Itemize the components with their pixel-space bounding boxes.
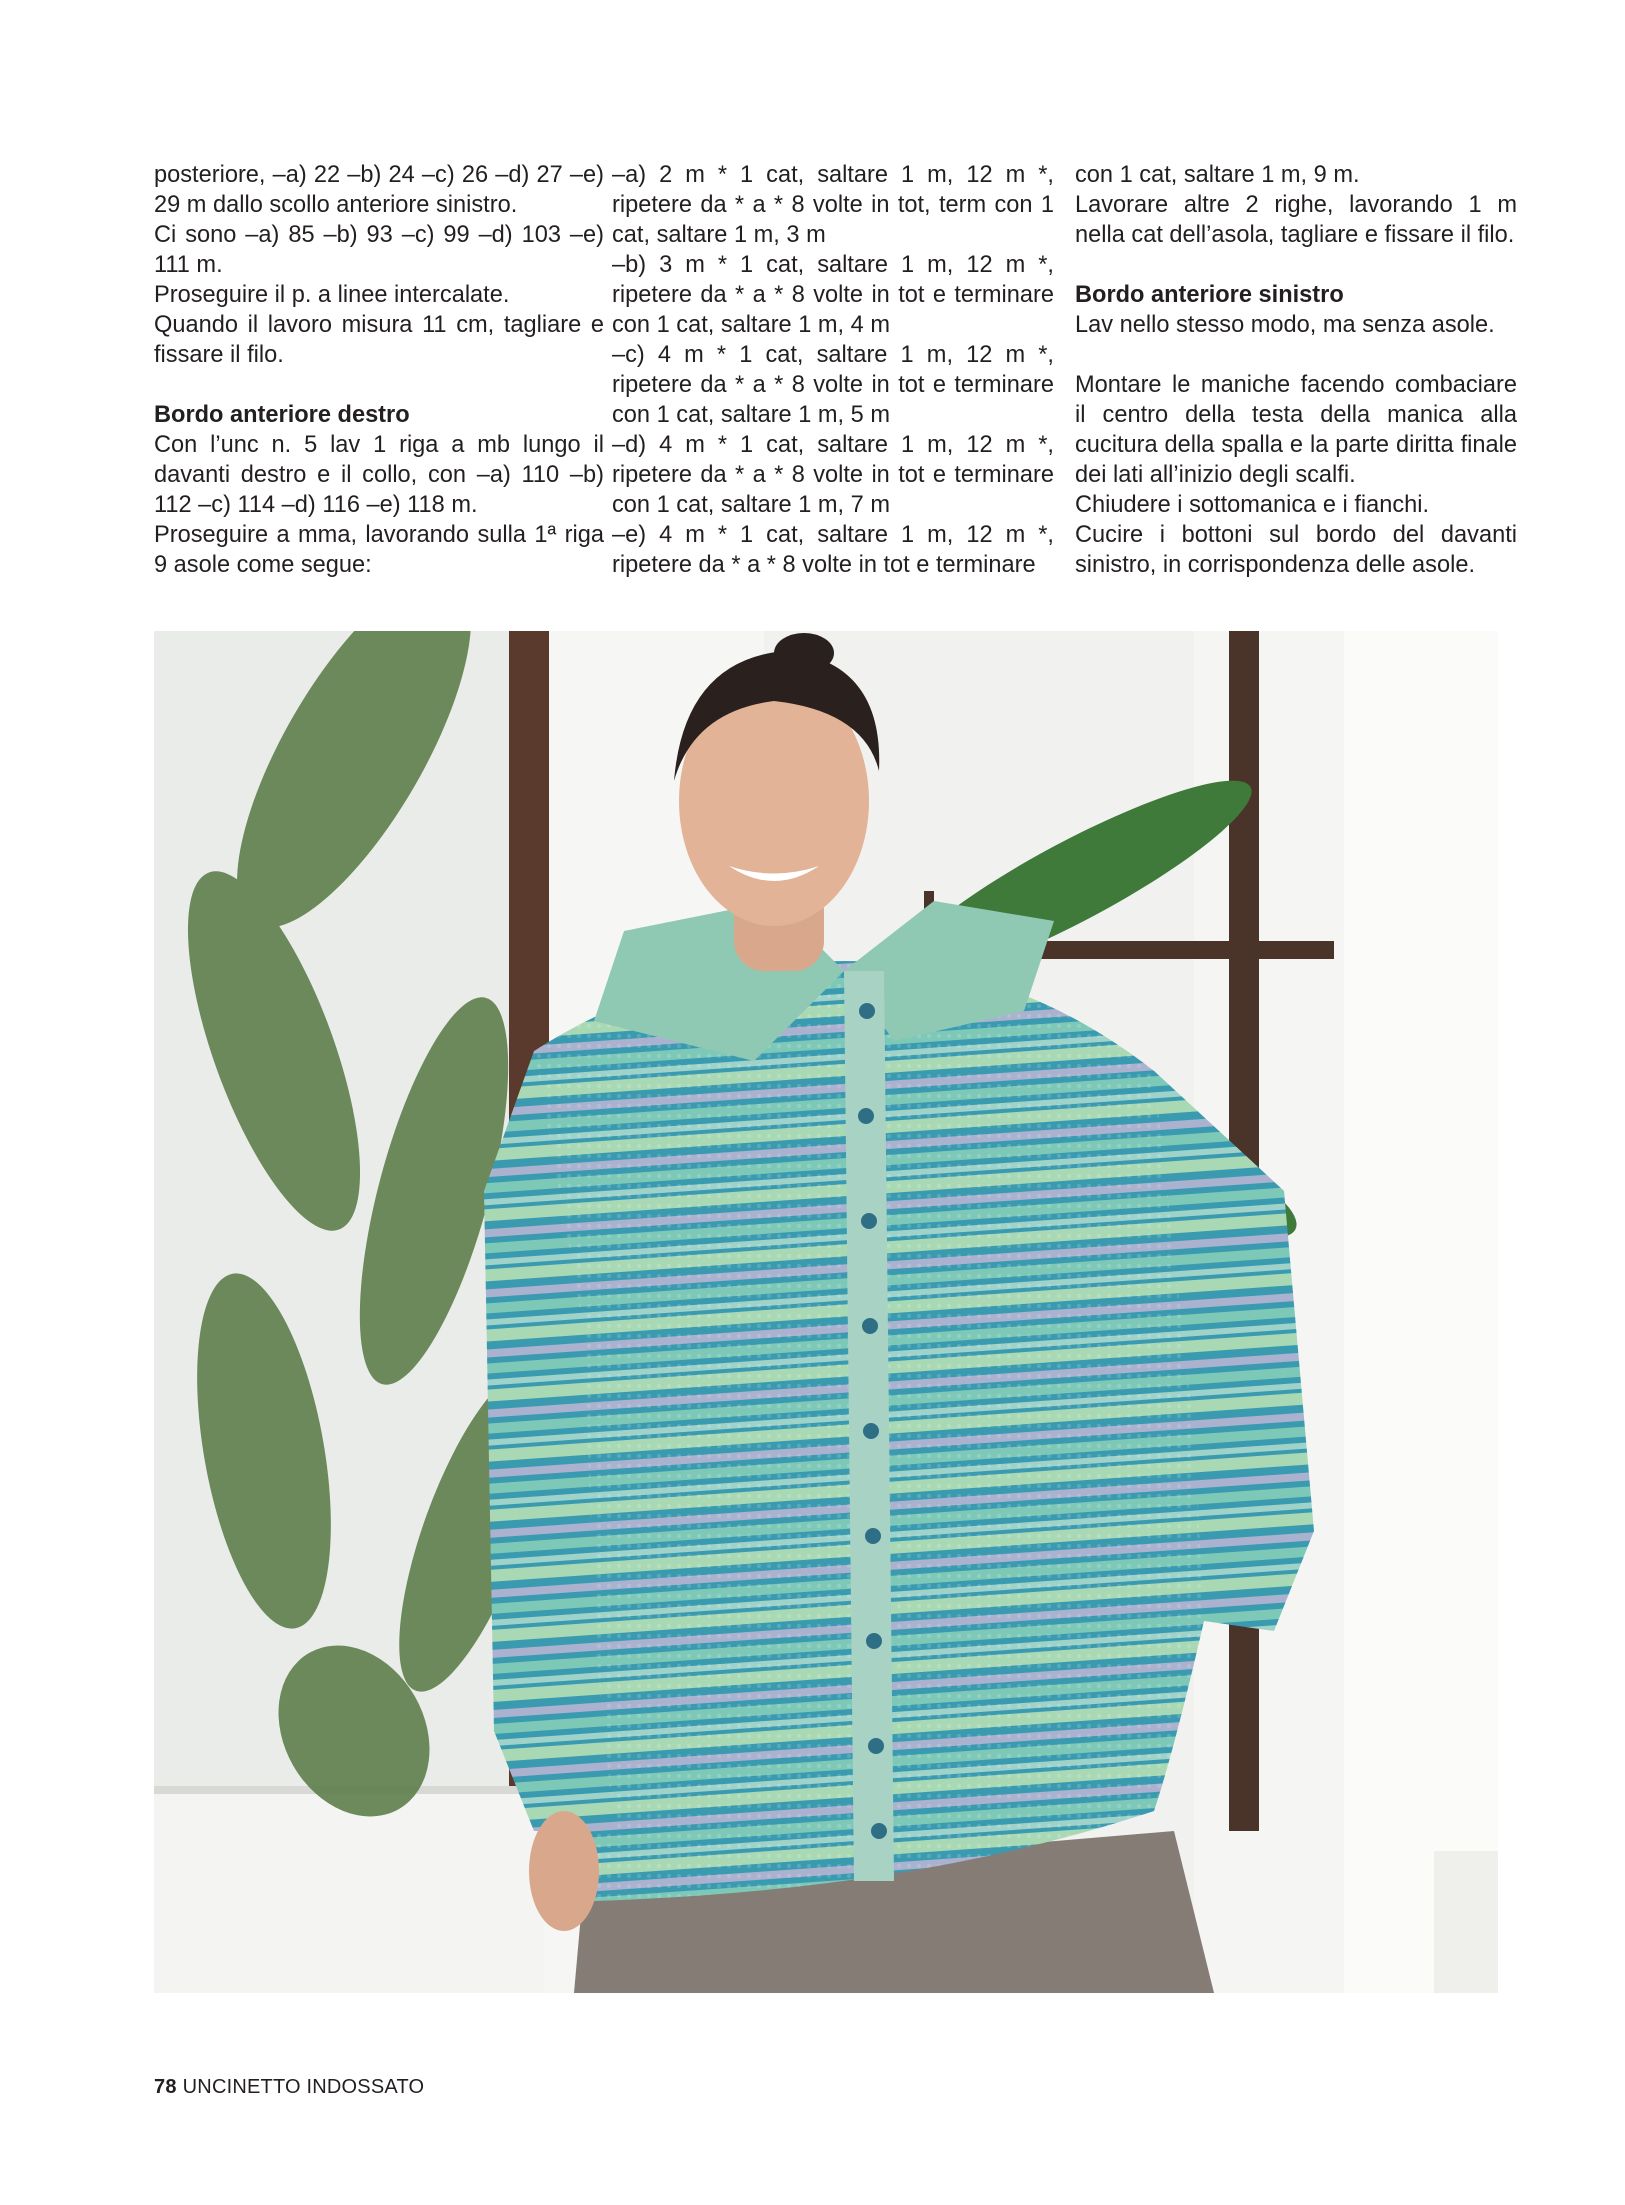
paragraph: –d) 4 m * 1 cat, saltare 1 m, 12 m *, ripetere da * a * 8 volte in tot e terminare con 1 cat, saltare 1 m, 7 m: [612, 432, 1054, 518]
magazine-title: UNCINETTO INDOSSATO: [182, 2076, 425, 2098]
text-column-3: [1075, 160, 1517, 580]
paragraph: Quando il lavoro misura 11 cm, tagliare e fissare il filo.: [154, 312, 604, 368]
paragraph: –b) 3 m * 1 cat, saltare 1 m, 12 m *, ripetere da * a * 8 volte in tot e terminare con 1 cat, saltare 1 m, 4 m: [612, 252, 1054, 338]
paragraph: posteriore, –a) 22 –b) 24 –c) 26 –d) 27 –e) 29 m dallo scollo anteriore sinistro.: [154, 162, 604, 218]
section-heading-bordo-anteriore-sinistro: Bordo anteriore sinistro: [1075, 282, 1344, 308]
paragraph: Montare le maniche facendo combaciare il centro della testa della manica alla cucitura della spalla e la parte diritta finale dei lati all’inizio degli scalfi.: [1075, 372, 1517, 488]
model-photo: [154, 631, 1498, 1993]
photo-illustration: [154, 631, 1498, 1993]
paragraph: Cucire i bottoni sul bordo del davanti sinistro, in corrispondenza delle asole.: [1075, 522, 1517, 578]
paragraph: Ci sono –a) 85 –b) 93 –c) 99 –d) 103 –e) 111 m.: [154, 222, 604, 278]
text-column-1: [154, 160, 604, 580]
section-heading-bordo-anteriore-destro: Bordo anteriore destro: [154, 402, 410, 428]
paragraph: con 1 cat, saltare 1 m, 9 m.: [1075, 162, 1360, 188]
page-number: 78: [154, 2076, 177, 2098]
paragraph: Lavorare altre 2 righe, lavorando 1 m nella cat dell’asola, tagliare e fissare il filo.: [1075, 192, 1517, 248]
paragraph: –e) 4 m * 1 cat, saltare 1 m, 12 m *, ripetere da * a * 8 volte in tot e terminare: [612, 522, 1054, 578]
paragraph: Con l’unc n. 5 lav 1 riga a mb lungo il davanti destro e il collo, con –a) 110 –b) 112 –c) 114 –d) 116 –e) 118 m.: [154, 432, 604, 518]
paragraph: Proseguire a mma, lavorando sulla 1ª riga 9 asole come segue:: [154, 522, 604, 578]
paragraph: –c) 4 m * 1 cat, saltare 1 m, 12 m *, ripetere da * a * 8 volte in tot e terminare con 1 cat, saltare 1 m, 5 m: [612, 342, 1054, 428]
paragraph: Proseguire il p. a linee intercalate.: [154, 282, 510, 308]
page-footer: [154, 2076, 424, 2099]
paragraph: –a) 2 m * 1 cat, saltare 1 m, 12 m *, ripetere da * a * 8 volte in tot, term con 1 cat, saltare 1 m, 3 m: [612, 162, 1054, 248]
paragraph: Chiudere i sottomanica e i fianchi.: [1075, 492, 1430, 518]
paragraph: Lav nello stesso modo, ma senza asole.: [1075, 312, 1495, 338]
text-column-2: [612, 160, 1054, 580]
